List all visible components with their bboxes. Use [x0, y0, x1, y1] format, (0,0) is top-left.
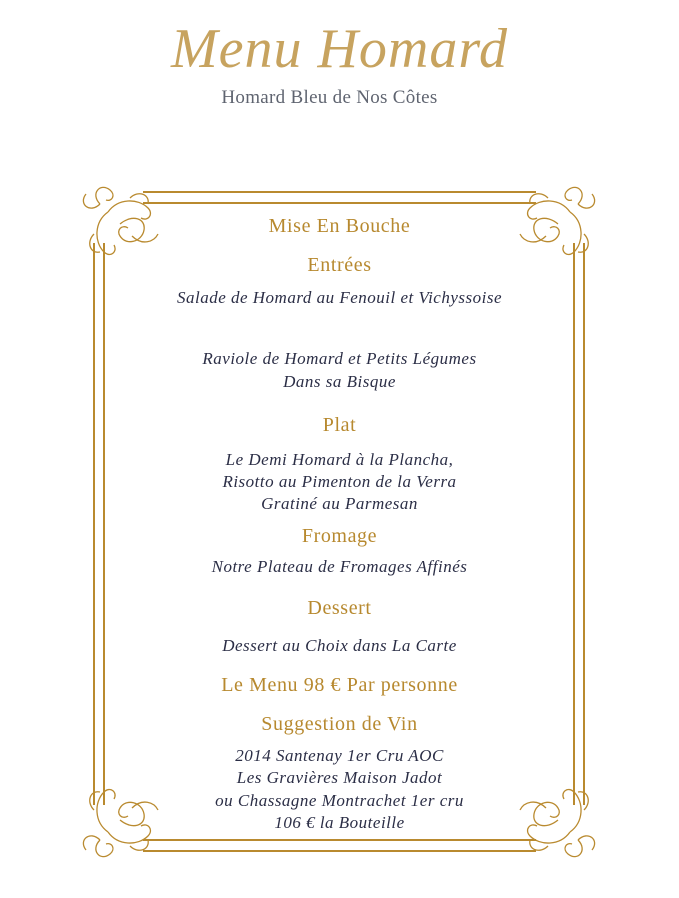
menu-subtitle: Homard Bleu de Nos Côtes [221, 87, 438, 108]
dish-plat-line2: Risotto au Pimenton de la Verra [222, 472, 457, 491]
heading-entrees: Entrées [307, 254, 372, 276]
heading-suggestion-vin: Suggestion de Vin [261, 713, 418, 735]
wine-line2: Les Gravières Maison Jadot [236, 768, 443, 787]
dish-plat-line1: Le Demi Homard à la Plancha, [225, 450, 454, 469]
dish-raviole-line1: Raviole de Homard et Petits Légumes [202, 349, 477, 368]
heading-fromage: Fromage [301, 525, 378, 547]
menu-price: Le Menu 98 € Par personne [221, 674, 458, 696]
wine-line4: 106 € la Bouteille [274, 813, 405, 832]
heading-plat: Plat [322, 414, 357, 436]
wine-line3: ou Chassagne Montrachet 1er cru [215, 791, 464, 810]
dish-dessert: Dessert au Choix dans La Carte [222, 636, 457, 655]
heading-dessert: Dessert [307, 597, 372, 619]
dish-plat-line3: Gratiné au Parmesan [261, 494, 418, 513]
menu-title: Menu Homard [170, 18, 509, 80]
dish-salade: Salade de Homard au Fenouil et Vichyssoise [176, 288, 503, 307]
heading-mise-en-bouche: Mise En Bouche [268, 215, 411, 237]
dish-fromage: Notre Plateau de Fromages Affinés [211, 557, 468, 576]
dish-raviole-line2: Dans sa Bisque [283, 372, 396, 391]
wine-line1: 2014 Santenay 1er Cru AOC [235, 746, 444, 765]
